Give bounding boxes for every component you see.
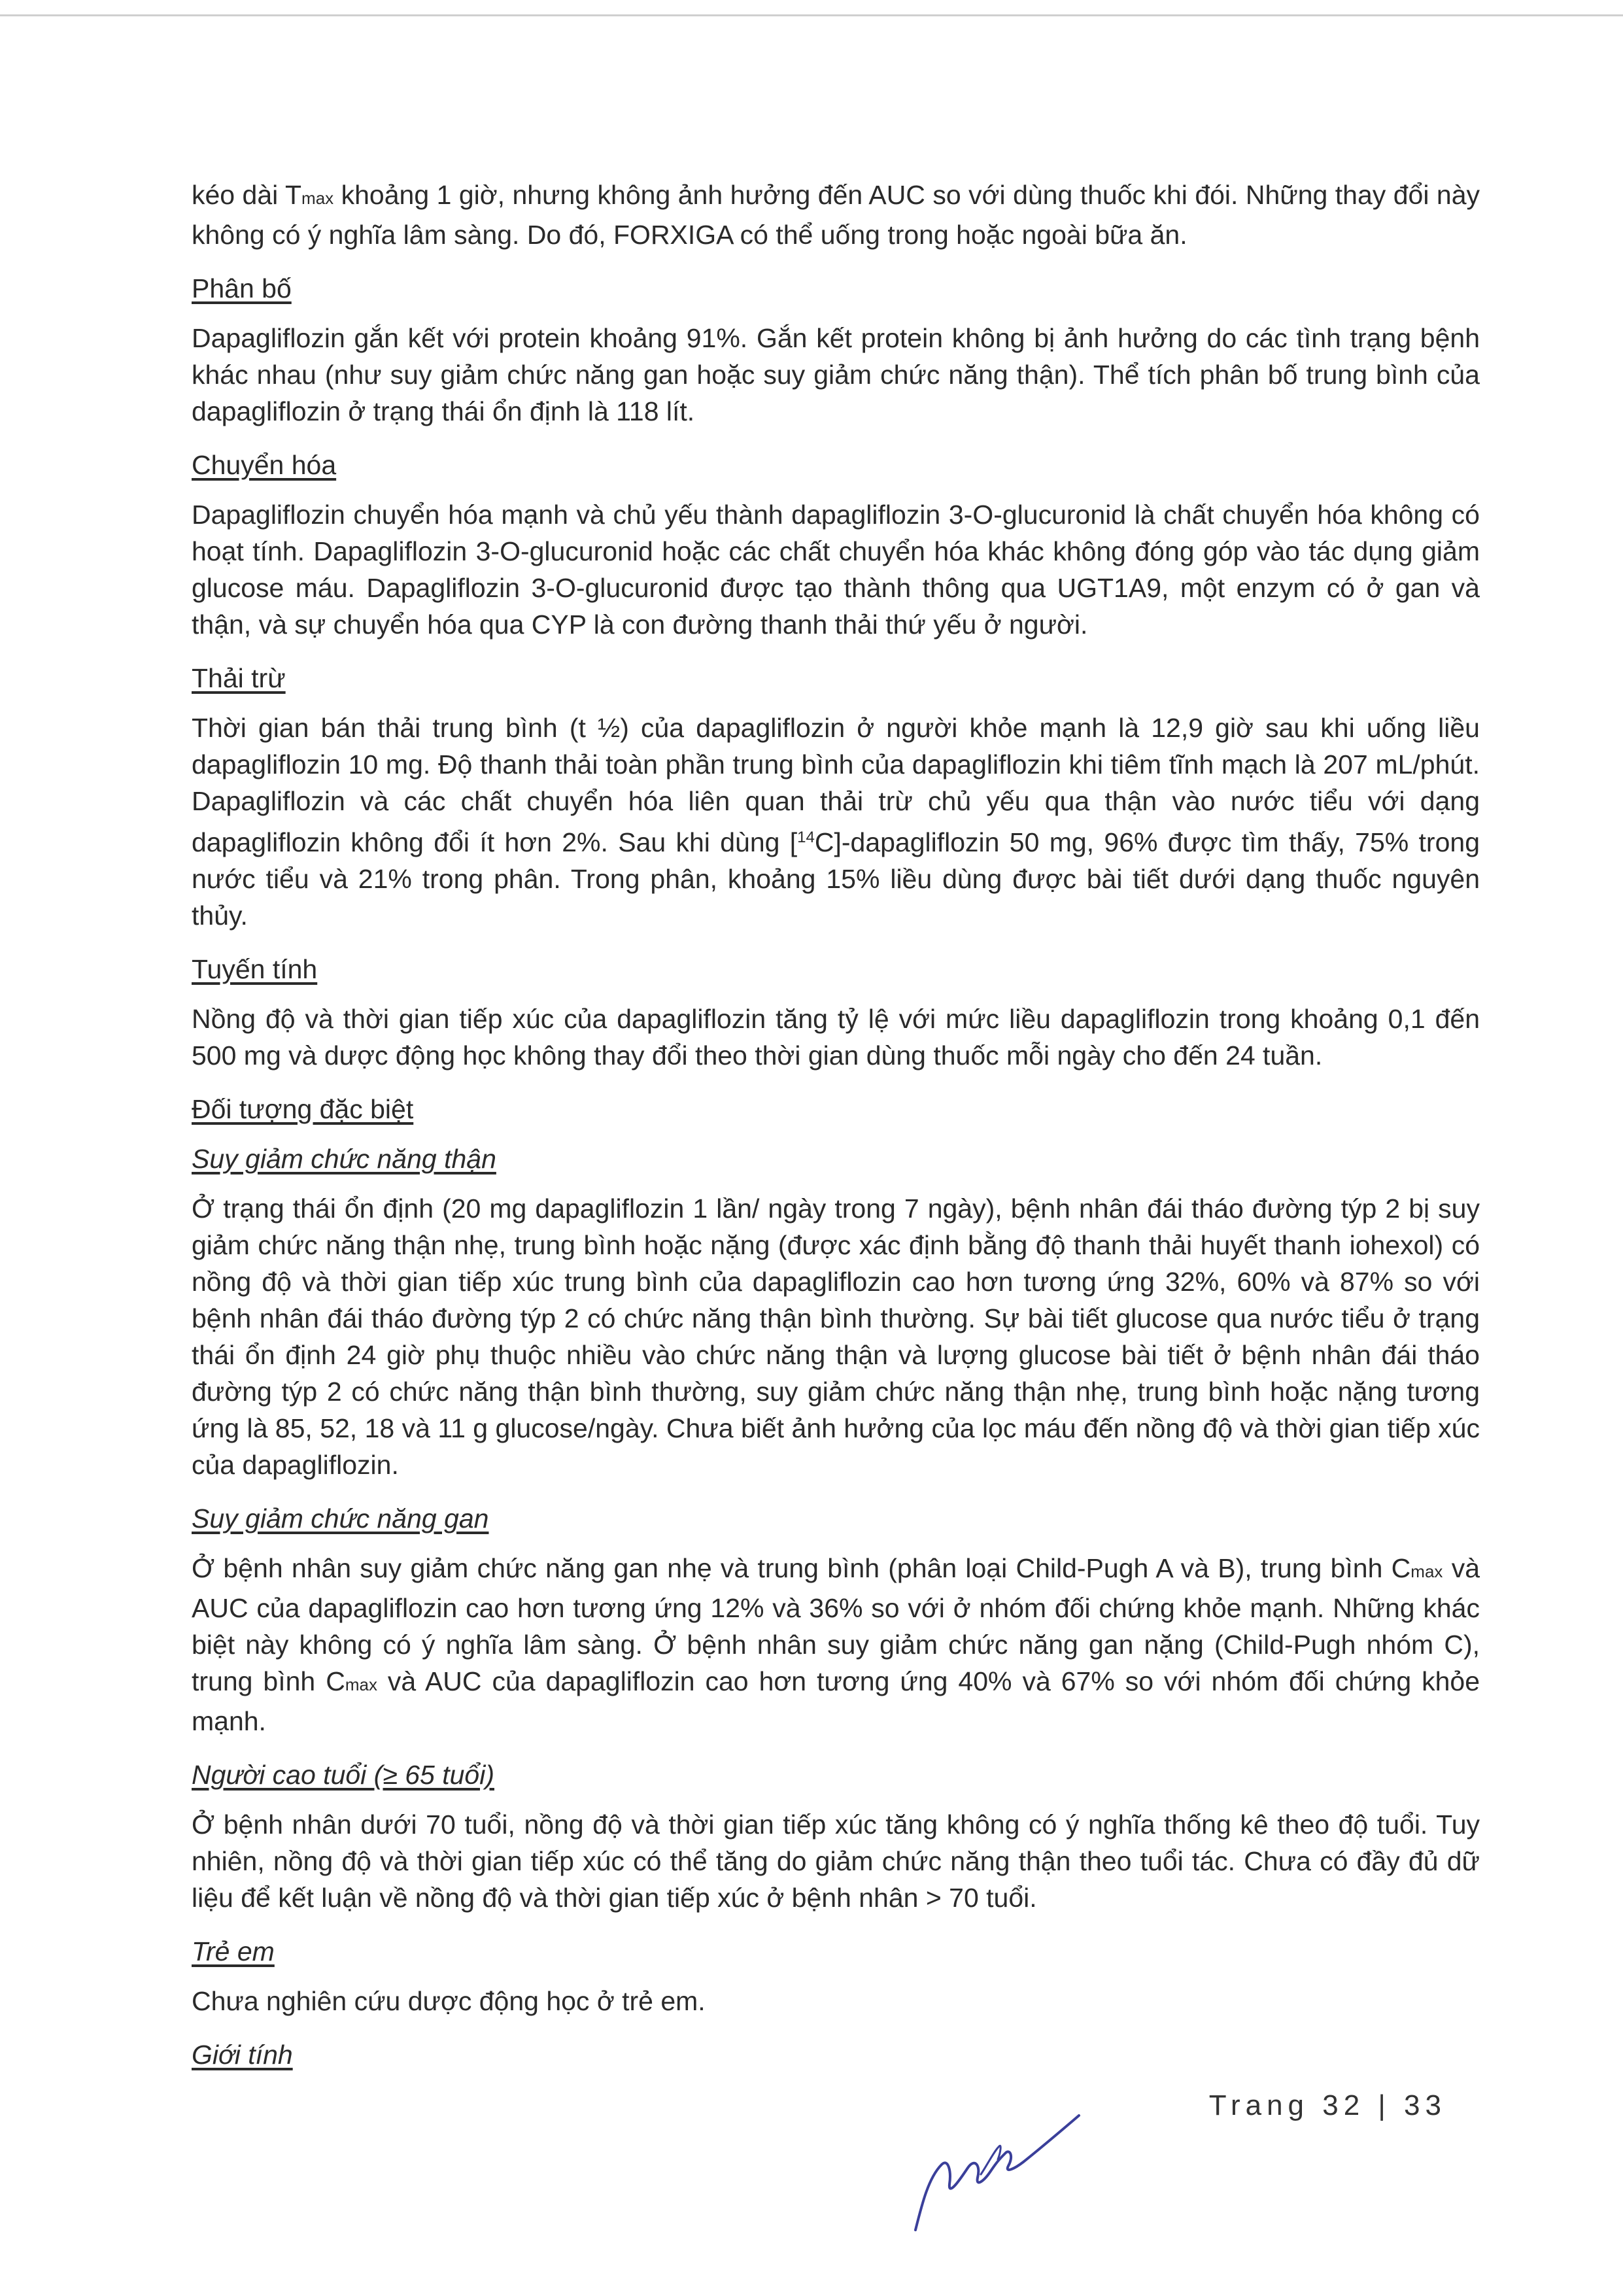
thai-tru-text-b: C]-dapagliflozin 50 mg, 96% được tìm thấy, 75% trong nước tiểu và 21% trong phân. Trong phân, khoảng 15% liều dùng được bài tiết dưới dạng thuốc nguyên thủy. (192, 827, 1480, 931)
paragraph-phan-bo: Dapagliflozin gắn kết với protein khoảng 91%. Gắn kết protein không bị ảnh hưởng do các tình trạng bệnh khác nhau (như suy giảm chức năng gan hoặc suy giảm chức năng thận). Thể tích phân bố trung bình của dapagliflozin ở trạng thái ổn định là 118 lít. (192, 323, 1480, 426)
intro-text-a: kéo dài T (192, 180, 302, 210)
paragraph-chuyen-hoa: Dapagliflozin chuyển hóa mạnh và chủ yếu thành dapagliflozin 3-O-glucuronid là chất chuyển hóa không có hoạt tính. Dapagliflozin 3-O-glucuronid hoặc các chất chuyển hóa khác không đóng góp vào tác dụng giảm glucose máu. Dapagliflozin 3-O-glucuronid được tạo thành thông qua UGT1A9, một enzym có ở gan và thận, và sự chuyển hóa qua CYP là con đường thanh thải thứ yếu ở người. (192, 500, 1480, 640)
gan-text-a: Ở bệnh nhân suy giảm chức năng gan nhẹ và trung bình (phân loại Child-Pugh A và B), trung bình C (192, 1553, 1411, 1583)
paragraph-tre-em: Chưa nghiên cứu dược động học ở trẻ em. (192, 1986, 706, 2016)
paragraph-nguoi-cao-tuoi: Ở bệnh nhân dưới 70 tuổi, nồng độ và thời gian tiếp xúc tăng không có ý nghĩa thống kê theo độ tuổi. Tuy nhiên, nồng độ và thời gian tiếp xúc có thể tăng do giảm chức năng thận theo tuổi tác. Chưa có đầy đủ dữ liệu để kết luận về nồng độ và thời gian tiếp xúc ở bệnh nhân > 70 tuổi. (192, 1809, 1480, 1913)
heading-tuyen-tinh: Tuyến tính (192, 954, 318, 984)
gan-subscript-1: max (1410, 1562, 1443, 1581)
page-number: Trang 32 | 33 (1208, 2089, 1446, 2121)
paragraph-suy-giam-than: Ở trạng thái ổn định (20 mg dapagliflozin 1 lần/ ngày trong 7 ngày), bệnh nhân đái tháo đường týp 2 bị suy giảm chức năng thận nhẹ, trung bình hoặc nặng (được xác định bằng độ thanh thải huyết thanh iohexol) có nồng độ và thời gian tiếp xúc trung bình của dapagliflozin cao hơn tương ứng 32%, 60% và 87% so với bệnh nhân đái tháo đường týp 2 có chức năng thận bình thường. Sự bài tiết glucose qua nước tiểu ở trạng thái ổn định 24 giờ phụ thuộc nhiều vào chức năng thận và lượng glucose bài tiết ở bệnh nhân đái tháo đường týp 2 có chức năng thận bình thường, suy giảm chức năng thận nhẹ, trung bình hoặc nặng tương ứng là 85, 52, 18 và 11 g glucose/ngày. Chưa biết ảnh hưởng của lọc máu đến nồng độ và thời gian tiếp xúc của dapagliflozin. (192, 1193, 1480, 1480)
heading-phan-bo: Phân bố (192, 273, 292, 303)
thai-tru-superscript: 14 (797, 829, 815, 846)
heading-doi-tuong-dac-biet: Đối tượng đặc biệt (192, 1094, 414, 1124)
intro-subscript: max (301, 188, 334, 208)
subheading-tre-em: Trẻ em (192, 1936, 275, 1966)
subheading-suy-giam-than: Suy giảm chức năng thận (192, 1144, 496, 1174)
paragraph-suy-giam-gan (192, 1550, 1480, 1739)
heading-thai-tru: Thải trừ (192, 663, 286, 693)
handwritten-signature (902, 2106, 1085, 2243)
gan-text-b: và AUC của dapagliflozin cao hơn tương ứng 12% và 36% so với ở nhóm đối chứng khỏe mạnh. Những khác biệt này không có ý nghĩa lâm sàng. Ở bệnh nhân suy giảm chức năng gan nặng (Child-Pugh nhóm C), trung bình C (192, 1553, 1480, 1696)
scan-top-edge (0, 14, 1623, 16)
intro-paragraph (192, 177, 1480, 253)
thai-tru-text-a: Thời gian bán thải trung bình (t ½) của dapagliflozin ở người khỏe mạnh là 12,9 giờ sau khi uống liều dapagliflozin 10 mg. Độ thanh thải toàn phần trung bình của dapagliflozin khi tiêm tĩnh mạch là 207 mL/phút. Dapagliflozin và các chất chuyển hóa liên quan thải trừ chủ yếu qua thận vào nước tiểu với dạng dapagliflozin không đổi ít hơn 2%. Sau khi dùng [ (192, 713, 1480, 857)
intro-text-b: khoảng 1 giờ, nhưng không ảnh hưởng đến AUC so với dùng thuốc khi đói. Những thay đổi này không có ý nghĩa lâm sàng. Do đó, FORXIGA có thể uống trong hoặc ngoài bữa ăn. (192, 180, 1480, 250)
subheading-nguoi-cao-tuoi: Người cao tuổi (≥ 65 tuổi) (192, 1760, 494, 1790)
paragraph-tuyen-tinh: Nồng độ và thời gian tiếp xúc của dapagliflozin tăng tỷ lệ với mức liều dapagliflozin trong khoảng 0,1 đến 500 mg và dược động học không thay đổi theo thời gian dùng thuốc mỗi ngày cho đến 24 tuần. (192, 1004, 1480, 1071)
subheading-gioi-tinh: Giới tính (192, 2040, 293, 2070)
heading-chuyen-hoa: Chuyển hóa (192, 450, 337, 480)
subheading-suy-giam-gan: Suy giảm chức năng gan (192, 1503, 489, 1534)
paragraph-thai-tru (192, 710, 1480, 934)
document-page (192, 177, 1480, 2086)
gan-text-c: và AUC của dapagliflozin cao hơn tương ứng 40% và 67% so với nhóm đối chứng khỏe mạnh. (192, 1666, 1480, 1736)
gan-subscript-2: max (345, 1675, 377, 1694)
signature-stroke-main (915, 2116, 1079, 2230)
